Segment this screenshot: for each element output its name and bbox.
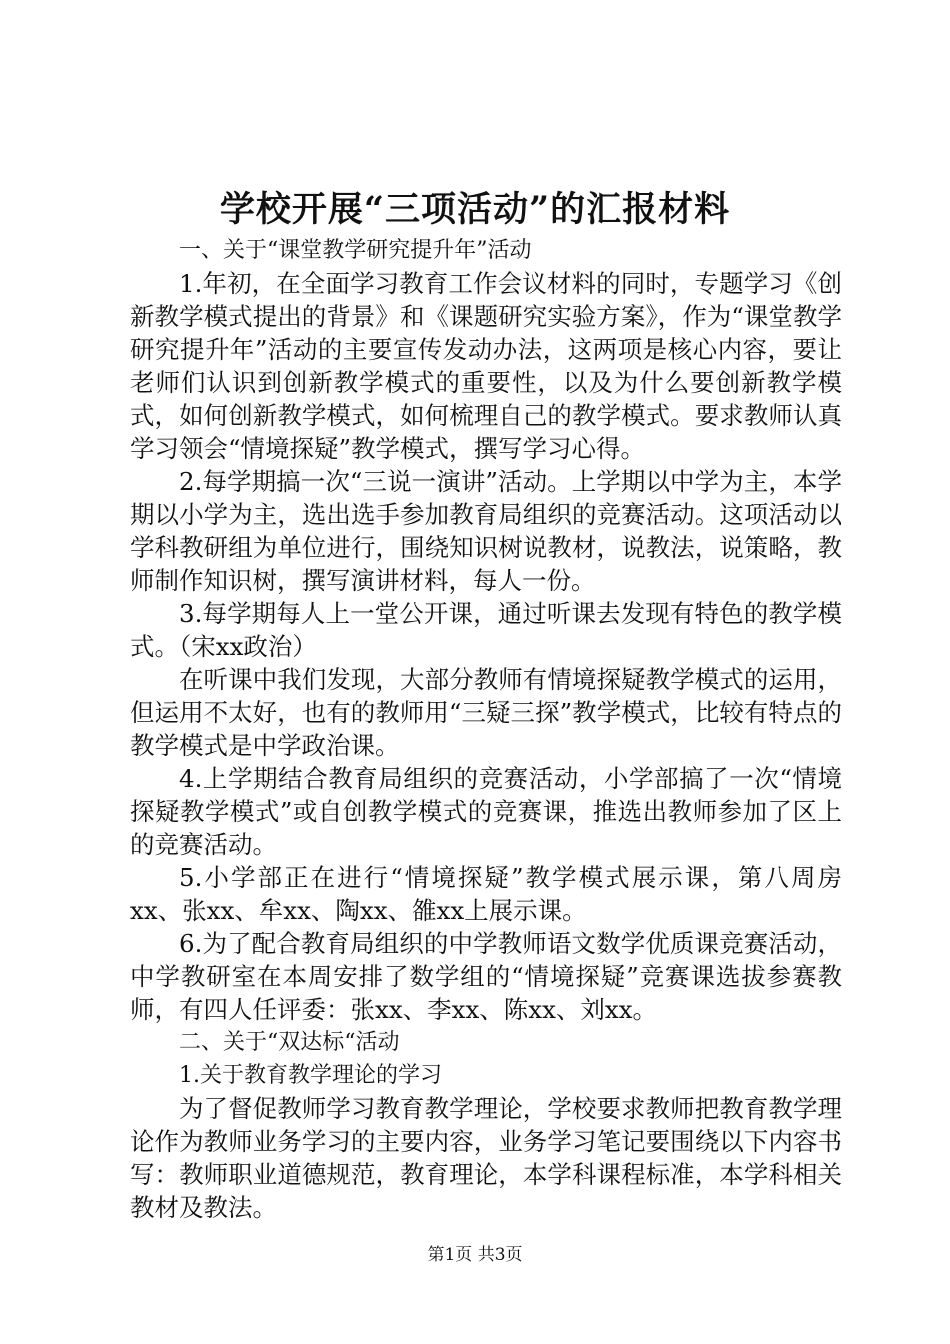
- paragraph: 1.年初，在全面学习教育工作会议材料的同时，专题学习《创新教学模式提出的背景》和《课题研究实验方案》，作为“课堂教学研究提升年”活动的主要宣传发动办法，这两项是核心内容，要让老师们认识到创新教学模式的重要性，以及为什么要创新教学模式，如何创新教学模式，如何梳理自己的教学模式。要求教师认真学习领会“情境探疑”教学模式，撰写学习心得。: [130, 269, 842, 463]
- paragraph: 5.小学部正在进行“情境探疑”教学模式展示课，第八周房xx、张xx、牟xx、陶xx、雒xx上展示课。: [130, 863, 842, 925]
- paragraph: 3.每学期每人上一堂公开课，通过听课去发现有特色的教学模式。（宋xx政治）: [130, 599, 842, 661]
- subsection-heading: 1.关于教育教学理论的学习: [179, 1063, 442, 1088]
- paragraph: 6.为了配合教育局组织的中学教师语文数学优质课竞赛活动，中学教研室在本周安排了数学组的“情境探疑”竞赛课选拔参赛教师，有四人任评委：张xx、李xx、陈xx、刘xx。: [130, 929, 842, 1024]
- paragraph: 为了督促教师学习教育教学理论，学校要求教师把教育教学理论作为教师业务学习的主要内容，业务学习笔记要围绕以下内容书写：教师职业道德规范，教育理论，本学科课程标准，本学科相关教材及教法。: [130, 1094, 842, 1222]
- paragraph: 2.每学期搞一次“三说一演讲”活动。上学期以中学为主，本学期以小学为主，选出选手参加教育局组织的竞赛活动。这项活动以学科教研组为单位进行，围绕知识树说教材，说教法，说策略，教师制作知识树，撰写演讲材料，每人一份。: [130, 467, 842, 595]
- document-body: [130, 234, 842, 1224]
- page-footer: 第1页 共3页: [427, 1245, 523, 1265]
- section-heading: 一、关于“课堂教学研究提升年”活动: [179, 238, 532, 263]
- paragraph: 4.上学期结合教育局组织的竞赛活动，小学部搞了一次“情境探疑教学模式”或自创教学模式的竞赛课，推选出教师参加了区上的竞赛活动。: [130, 764, 842, 859]
- paragraph: 在听课中我们发现，大部分教师有情境探疑教学模式的运用，但运用不太好，也有的教师用“三疑三探”教学模式，比较有特点的教学模式是中学政治课。: [130, 665, 842, 760]
- document-title: 学校开展“三项活动”的汇报材料: [219, 189, 731, 230]
- section-heading: 二、关于“双达标“活动: [179, 1030, 400, 1055]
